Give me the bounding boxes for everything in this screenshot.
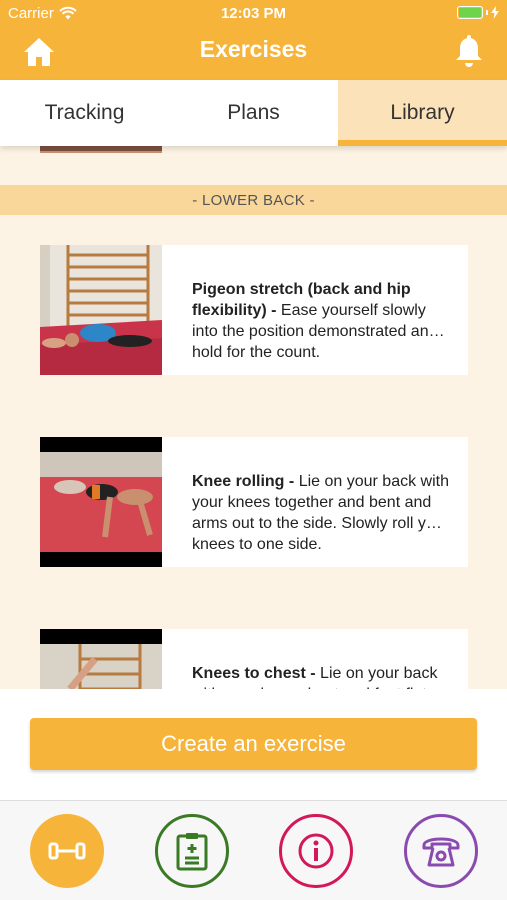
exercise-description: Lie on your back with your knees together and bent and arms out to the side. Slowly roll your knees to one side. bbox=[192, 473, 449, 553]
exercise-name: Knees to chest - bbox=[192, 665, 316, 682]
battery-icon bbox=[457, 6, 483, 19]
carrier-label: Carrier bbox=[8, 5, 54, 22]
exercise-list[interactable] bbox=[0, 146, 507, 689]
exercise-card[interactable] bbox=[40, 245, 468, 375]
bottom-action-area bbox=[0, 689, 507, 800]
exercise-name: Knee rolling - bbox=[192, 473, 295, 490]
section-header: - LOWER BACK - bbox=[0, 185, 507, 215]
bottom-tab-bar bbox=[0, 800, 507, 900]
exercise-thumbnail bbox=[40, 245, 162, 375]
status-time: 12:03 PM bbox=[220, 5, 287, 22]
tabbar-info[interactable] bbox=[279, 814, 353, 888]
exercise-text bbox=[162, 245, 468, 375]
bell-icon[interactable] bbox=[453, 35, 485, 69]
exercise-description: Ease yourself slowly into the position demonstrated and hold for the count. bbox=[192, 302, 438, 361]
clipboard-icon bbox=[175, 831, 209, 871]
tab-library[interactable]: Library bbox=[338, 80, 507, 146]
phone-icon bbox=[421, 833, 461, 869]
status-bar bbox=[0, 0, 507, 28]
create-exercise-button[interactable]: Create an exercise bbox=[30, 718, 477, 770]
page-title: Exercises bbox=[199, 36, 308, 62]
exercise-card[interactable] bbox=[40, 437, 468, 567]
dumbbell-icon bbox=[47, 839, 87, 863]
tabbar-plans[interactable] bbox=[155, 814, 229, 888]
header bbox=[0, 0, 507, 80]
tab-plans[interactable]: Plans bbox=[227, 101, 280, 124]
charging-icon bbox=[491, 6, 499, 19]
tab-tracking[interactable]: Tracking bbox=[44, 101, 125, 124]
segment-tabs bbox=[0, 80, 507, 146]
tabbar-contact[interactable] bbox=[404, 814, 478, 888]
exercise-text bbox=[162, 437, 468, 567]
battery bbox=[457, 6, 499, 19]
tabbar-exercises[interactable] bbox=[30, 814, 104, 888]
previous-thumbnail bbox=[40, 146, 162, 153]
exercise-name: Pigeon stretch (back and hip flexibility) - bbox=[192, 281, 411, 319]
exercise-description: Lie on your back bbox=[320, 665, 438, 682]
exercise-thumbnail bbox=[40, 437, 162, 567]
info-icon bbox=[297, 832, 335, 870]
